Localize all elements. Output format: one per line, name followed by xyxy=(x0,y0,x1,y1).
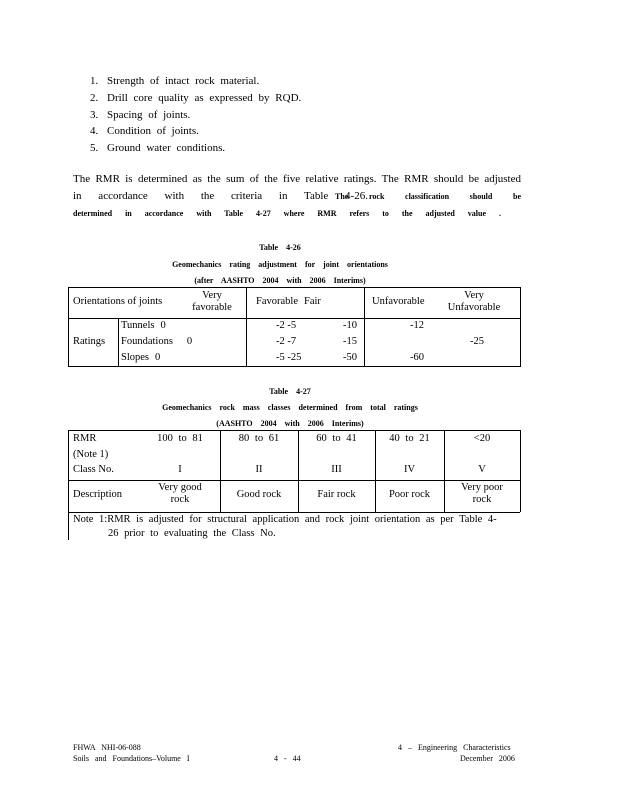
table-rule xyxy=(68,287,69,367)
paragraph-line-2: in accordance with the criteria in Table 4-26. The rock classification should be xyxy=(73,190,521,202)
table-rule xyxy=(246,287,247,367)
table-rule xyxy=(68,287,520,288)
table-rule xyxy=(68,366,520,367)
class-value: II xyxy=(255,464,263,475)
table-rule xyxy=(68,512,520,513)
table-rule xyxy=(520,430,521,512)
header-very-favorable: Very favorable xyxy=(192,290,232,313)
ratings-label: Ratings xyxy=(73,336,106,347)
class-value: V xyxy=(478,464,486,475)
rmr-value: 80 to 61 xyxy=(238,433,280,444)
table-426-caption-2: Geomechanics rating adjustment for joint orientations xyxy=(172,260,388,269)
description-value: Fair rock xyxy=(317,489,356,500)
table-row: Foundations 0 xyxy=(121,336,193,347)
list-item: 4. Condition of joints. xyxy=(90,125,199,138)
table-rule xyxy=(68,430,520,431)
note-line-1: Note 1:RMR is adjusted for structural application and rock joint orientation as per Table 4- xyxy=(73,514,497,525)
table-427-caption-2: Geomechanics rock mass classes determined from total ratings xyxy=(162,403,418,412)
description-value: Very poor rock xyxy=(461,482,503,505)
list-item: 2. Drill core quality as expressed by RQD. xyxy=(90,91,302,104)
table-rule xyxy=(68,430,69,540)
paragraph-line-1: The RMR is determined as the sum of the five relative ratings. The RMR should be adjusted xyxy=(73,173,521,185)
description-value: Very good rock xyxy=(158,482,202,505)
class-label: Class No. xyxy=(73,464,114,475)
table-rule xyxy=(520,287,521,367)
header-unfavorable: Unfavorable xyxy=(372,296,425,307)
note-line-2: 26 prior to evaluating the Class No. xyxy=(108,528,276,539)
rmr-label: RMR xyxy=(73,433,97,444)
table-cell: -2 -7 xyxy=(276,336,297,347)
footer-left-2: Soils and Foundations–Volume I xyxy=(73,754,190,763)
footer-right-1: 4 – Engineering Characteristics xyxy=(398,743,511,752)
rmr-value: 40 to 21 xyxy=(389,433,430,444)
table-426-caption-3: (after AASHTO 2004 with 2006 Interims) xyxy=(194,276,366,285)
table-cell: -15 xyxy=(343,336,357,347)
table-row: Tunnels 0 xyxy=(121,320,166,331)
table-cell: -2 -5 xyxy=(276,320,297,331)
table-cell: -12 xyxy=(410,320,424,331)
header-fair: Fair xyxy=(304,296,321,307)
description-label: Description xyxy=(73,489,122,500)
list-item: 1. Strength of intact rock material. xyxy=(90,75,260,87)
footer-right-2: December 2006 xyxy=(460,754,515,763)
table-rule xyxy=(68,318,520,319)
table-cell: -25 xyxy=(470,336,484,347)
table-cell: -60 xyxy=(410,352,424,363)
class-value: IV xyxy=(403,464,416,475)
list-item: 5. Ground water conditions. xyxy=(90,142,226,155)
list-item: 3. Spacing of joints. xyxy=(90,108,191,121)
table-row: Slopes 0 xyxy=(121,352,161,363)
header-orientations: Orientations of joints xyxy=(73,296,163,307)
class-value: I xyxy=(178,464,182,475)
table-rule xyxy=(68,480,520,481)
class-value: III xyxy=(331,464,342,475)
rmr-value: <20 xyxy=(473,433,491,444)
table-cell: -50 xyxy=(343,352,357,363)
note-label: (Note 1) xyxy=(73,449,109,460)
factor-list xyxy=(90,73,301,157)
footer-page-number: 4 - 44 xyxy=(274,754,301,763)
header-very-unfavorable: Very Unfavorable xyxy=(447,290,501,313)
description-value: Good rock xyxy=(236,489,282,500)
paragraph-line-3: determined in accordance with Table 4-27 where RMR refers to the adjusted value . xyxy=(73,209,501,218)
rmr-value: 100 to 81 xyxy=(157,433,203,444)
table-427-caption-3: (AASHTO 2004 with 2006 Interims) xyxy=(216,419,364,428)
footer-left-1: FHWA NHI-06-088 xyxy=(73,743,141,752)
table-rule xyxy=(118,318,119,366)
table-rule xyxy=(364,287,365,367)
rmr-value: 60 to 41 xyxy=(316,433,357,444)
header-favorable: Favorable xyxy=(256,296,298,307)
description-value: Poor rock xyxy=(388,489,431,500)
table-427-caption-1: Table 4-27 xyxy=(269,387,311,396)
table-cell: -5 -25 xyxy=(276,352,302,363)
table-cell: -10 xyxy=(343,320,357,331)
table-426-caption-1: Table 4-26 xyxy=(259,243,301,252)
